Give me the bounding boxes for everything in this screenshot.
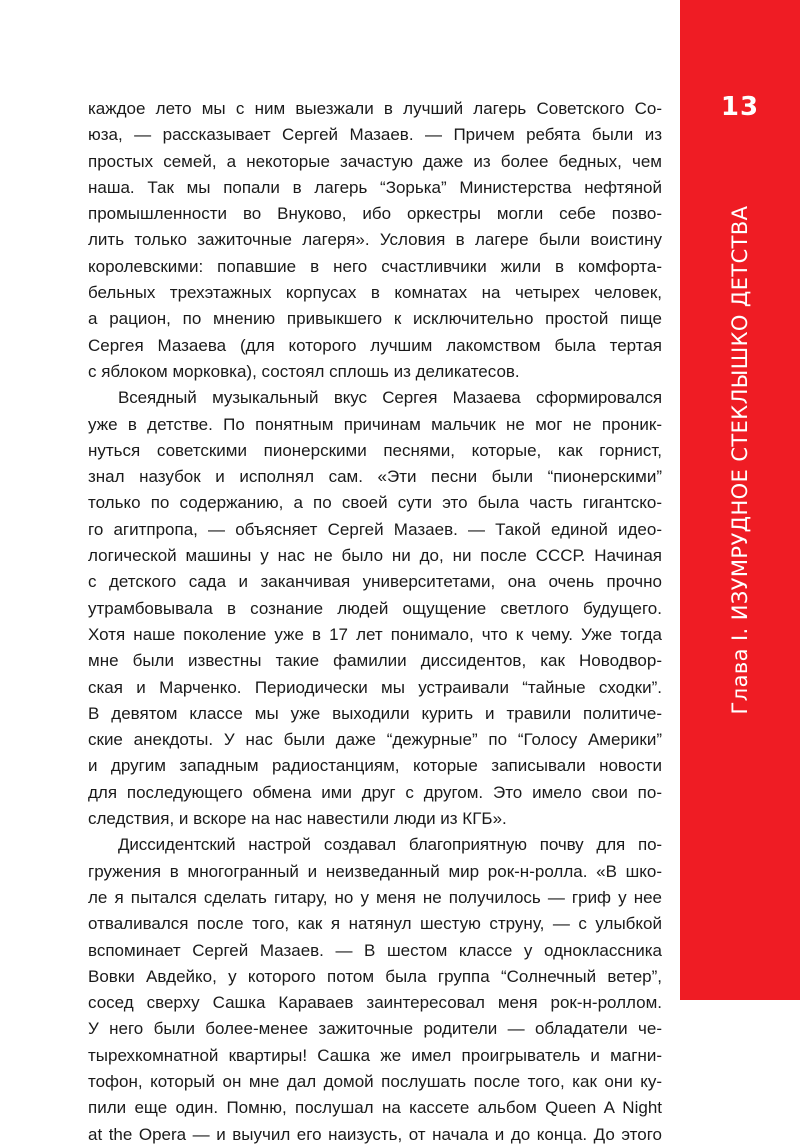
text-line: каждое лето мы с ним выезжали в лучший лагерь Советского Со- [88,99,662,118]
text-line: го агитпропа, — объясняет Сергей Мазаев. — Такой единой идео- [88,519,662,539]
text-line: ские анекдоты. У нас были даже “дежурные” по “Голосу Америки” [88,730,662,750]
text-line: для последующего обмена ими друг с другом. Это имело свои по- [88,782,662,802]
text-line: В девятом классе мы уже выходили курить и травили политиче- [88,703,662,723]
text-line: вспоминает Сергей Мазаев. — В шестом классе у одноклассника [88,940,662,960]
text-line: ская и Марченко. Периодически мы устраивали “тайные сходки”. [88,677,662,697]
text-line: бельных трехэтажных корпусах в комнатах на четырех человек, [88,283,662,303]
text-line: и другим западным радиостанциям, которые записывали новости [88,756,662,776]
text-line: только по содержанию, а по своей сути это была часть гигантско- [88,493,662,513]
text-line: следствия, и вскоре на нас навестили люди из КГБ». [88,809,507,829]
text-line: королевскими: попавшие в него счастливчики жили в комфорта- [88,256,662,276]
text-line: с детского сада и заканчивая университетами, она очень прочно [88,572,662,592]
text-line: простых семей, а некоторые зачастую даже из более бедных, чем [88,151,662,171]
text-line: сосед сверху Сашка Караваев заинтересовал меня рок-н-роллом. [88,993,662,1013]
paragraph [88,96,662,385]
text-line: гружения в многогранный и неизведанный мир рок-н-ролла. «В шко- [88,861,662,881]
chapter-title: Глава I. ИЗУМРУДНОЕ СТЕКЛЫШКО ДЕТСТВА [728,205,752,715]
text-line: уже в детстве. По понятным причинам мальчик не мог не проник- [88,414,662,434]
text-line: мне были известны такие фамилии диссидентов, как Новодвор- [88,651,662,671]
text-line: с яблоком морковка), состоял сплошь из деликатесов. [88,361,520,381]
text-line: лить только зажиточные лагеря». Условия в лагере были воистину [88,230,662,250]
text-line: Вовки Авдейко, у которого потом была группа “Солнечный ветер”, [88,966,662,986]
body-text [88,96,662,1148]
chapter-sidebar [680,0,800,1000]
text-line: тырехкомнатной квартиры! Сашка же имел проигрыватель и магни- [88,1045,662,1065]
text-line: ле я пытался сделать гитару, но у меня не получилось — гриф у нее [88,887,662,907]
text-line: У него были более-менее зажиточные родители — обладатели че- [88,1019,662,1039]
text-line: тофон, который он мне дал домой послушать после того, как они ку- [88,1071,662,1091]
text-line: логической машины у нас не было ни до, ни после СССР. Начиная [88,546,662,566]
paragraph [88,832,662,1148]
text-line: Диссидентский настрой создавал благоприятную почву для по- [118,835,662,855]
text-line: отваливался после того, как я натянул шестую струну, — с улыбкой [88,914,662,934]
text-line: Всеядный музыкальный вкус Сергея Мазаева сформировался [118,388,662,408]
text-line: знал назубок и исполнял сам. «Эти песни были “пионерскими” [88,467,662,487]
text-line: юза, — рассказывает Сергей Мазаев. — Причем ребята были из [88,125,662,145]
paragraph [88,385,662,832]
text-line: утрамбовывала в сознание людей ощущение светлого будущего. [88,598,662,618]
text-line: at the Opera — и выучил его наизусть, от начала и до конца. До этого [88,1124,662,1144]
text-line: нуться советскими пионерскими песнями, которые, как горнист, [88,440,662,460]
page-number: 13 [720,92,760,122]
text-line: пили еще один. Помню, послушал на кассете альбом Queen A Night [88,1098,662,1118]
text-line: наша. Так мы попали в лагерь “Зорька” Министерства нефтяной [88,177,662,197]
text-line: промышленности во Внуково, ибо оркестры могли себе позво- [88,204,662,224]
text-line: а рацион, по мнению привыкшего к исключительно простой пище [88,309,662,329]
text-line: Сергея Мазаева (для которого лучшим лакомством была тертая [88,335,662,355]
text-line: Хотя наше поколение уже в 17 лет понимало, что к чему. Уже тогда [88,624,662,644]
